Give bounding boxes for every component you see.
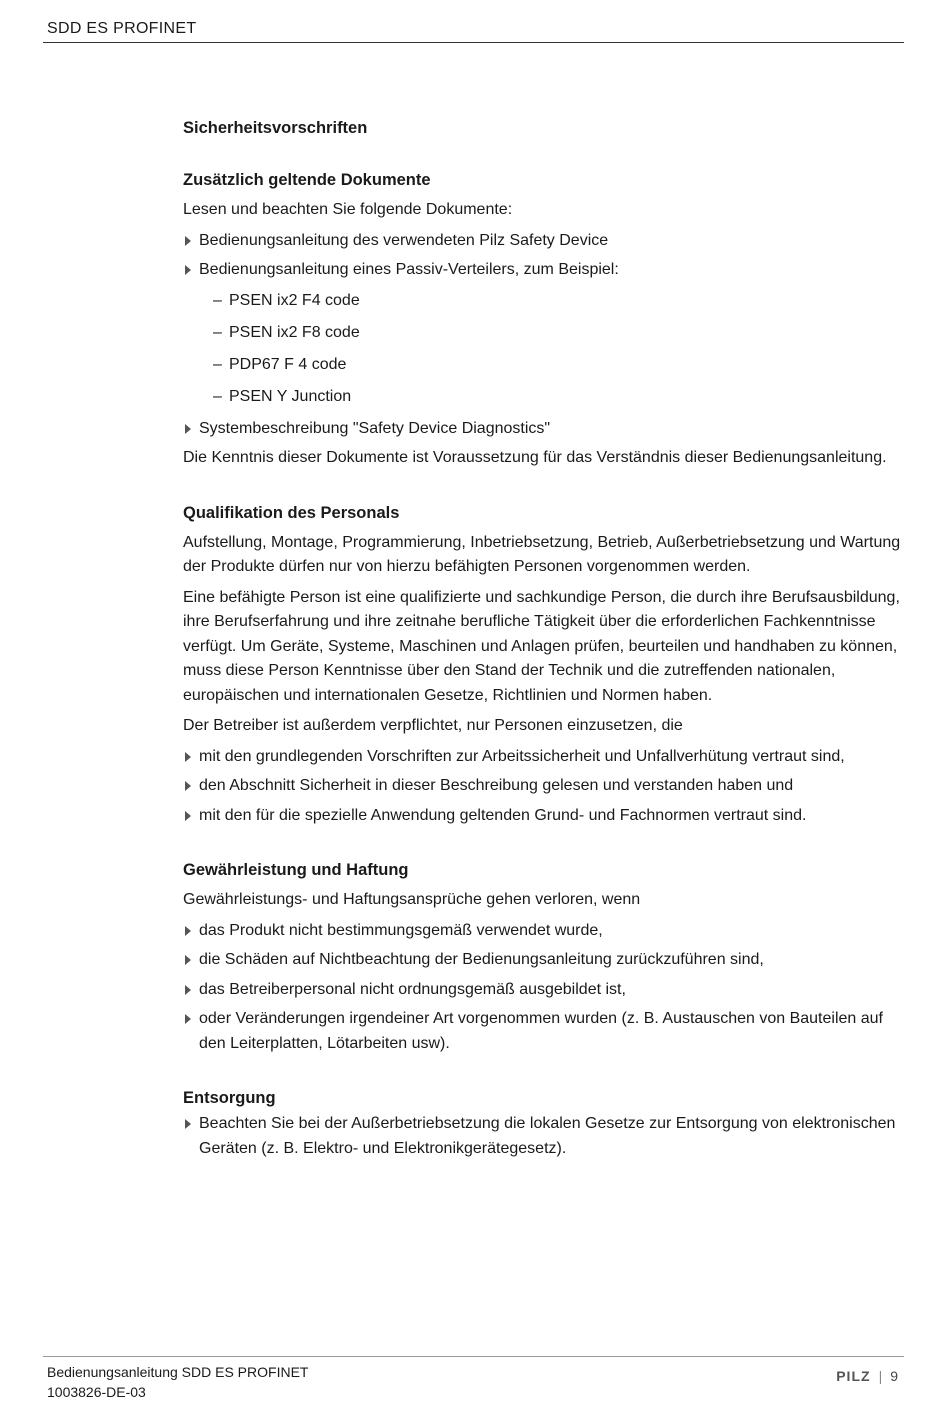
dash-marker: –: [213, 291, 222, 309]
section-heading-documents: Zusätzlich geltende Dokumente: [183, 171, 431, 189]
documents-closing: Die Kenntnis dieser Dokumente ist Voraussetzung für das Verständnis dieser Bedienungsanleitung.: [183, 449, 887, 466]
list-item-text: Beachten Sie bei der Außerbetriebsetzung die lokalen Gesetze zur Entsorgung von elektronischen Geräten (z. B. Elektro- und Elektronikgerätegesetz).: [199, 1115, 896, 1157]
list-item-text: Bedienungsanleitung des verwendeten Pilz Safety Device: [199, 231, 609, 249]
section-heading-qualification: Qualifikation des Personals: [183, 503, 400, 522]
list-item: [183, 774, 903, 799]
bullet-arrow-icon: [185, 752, 191, 762]
sub-list-item: [183, 385, 903, 410]
sub-list-item: [183, 289, 903, 314]
sub-list-item: [183, 321, 903, 346]
documents-intro: Lesen und beachten Sie folgende Dokumente:: [183, 201, 513, 218]
list-item-text: Bedienungsanleitung eines Passiv-Verteilers, zum Beispiel:: [199, 261, 619, 278]
dash-marker: –: [213, 323, 222, 341]
bullet-arrow-icon: [185, 1119, 191, 1129]
bullet-arrow-icon: [185, 781, 191, 791]
list-item: [183, 1007, 903, 1056]
bullet-arrow-icon: [185, 424, 191, 434]
sub-list-item-text: PSEN ix2 F4 code: [229, 291, 360, 309]
sub-list-item-text: PSEN Y Junction: [229, 387, 352, 405]
bullet-arrow-icon: [185, 985, 191, 995]
list-item-text: mit den für die spezielle Anwendung geltenden Grund- und Fachnormen vertraut sind.: [199, 806, 807, 824]
list-item: [183, 1112, 903, 1161]
qualification-paragraph-3: Der Betreiber ist außerdem verpflichtet, nur Personen einzusetzen, die: [183, 717, 683, 734]
list-item-text: die Schäden auf Nichtbeachtung der Bedienungsanleitung zurückzuführen sind,: [199, 951, 764, 968]
warranty-intro: Gewährleistungs- und Haftungsansprüche gehen verloren, wenn: [183, 891, 641, 908]
sub-list-item-text: PSEN ix2 F8 code: [229, 323, 360, 341]
list-item-text: das Produkt nicht bestimmungsgemäß verwendet wurde,: [199, 921, 603, 939]
list-item: [183, 948, 903, 973]
footer-page-info: [836, 1368, 898, 1384]
list-item-text: den Abschnitt Sicherheit in dieser Beschreibung gelesen und verstanden haben und: [199, 777, 794, 794]
footer-separator: |: [878, 1368, 883, 1384]
list-item: [183, 229, 903, 254]
bullet-arrow-icon: [185, 926, 191, 936]
section-heading-warranty: Gewährleistung und Haftung: [183, 861, 409, 879]
main-content: [183, 116, 903, 1166]
dash-marker: –: [213, 355, 222, 373]
bullet-arrow-icon: [185, 811, 191, 821]
documents-list: [183, 229, 903, 442]
sub-list-item-text: PDP67 F 4 code: [229, 355, 347, 373]
qualification-paragraph-2: Eine befähigte Person ist eine qualifizierte und sachkundige Person, die durch ihre Berufsausbildung, ihre Berufserfahrung und ihre zeitnahe berufliche Tätigkeit über die erforderlichen Fachkenntnisse verfügt. Um Geräte, Systeme, Maschinen und Anlagen prüfen, beurteilen und handhaben zu können, muss diese Person Kenntnisse über den Stand der Technik und die zutreffenden nationalen, europäischen und internationalen Gesetze, Richtlinien und Normen haben.: [183, 588, 900, 704]
list-item: [183, 804, 903, 829]
list-item-text: Systembeschreibung "Safety Device Diagnostics": [199, 419, 551, 437]
footer-doc-number: 1003826-DE-03: [47, 1384, 146, 1400]
bullet-arrow-icon: [185, 1014, 191, 1024]
list-item: [183, 745, 903, 770]
header-divider: [43, 42, 904, 43]
footer-divider: [43, 1356, 904, 1357]
disposal-list: [183, 1112, 903, 1161]
qualification-list: [183, 745, 903, 829]
page-header-title: SDD ES PROFINET: [47, 20, 197, 37]
sub-list-item: [183, 353, 903, 378]
list-item-text: oder Veränderungen irgendeiner Art vorgenommen wurden (z. B. Austauschen von Bauteilen auf den Leiterplatten, Lötarbeiten usw).: [199, 1010, 883, 1052]
list-item: [183, 919, 903, 944]
list-item: [183, 258, 903, 409]
footer-doc-title: Bedienungsanleitung SDD ES PROFINET: [47, 1364, 309, 1380]
dash-marker: –: [213, 387, 222, 405]
list-item: [183, 978, 903, 1003]
footer-document-info: [47, 1362, 308, 1402]
page-title: Sicherheitsvorschriften: [183, 119, 368, 137]
list-item: [183, 417, 903, 442]
list-item-text: mit den grundlegenden Vorschriften zur Arbeitssicherheit und Unfallverhütung vertraut sind,: [199, 747, 845, 765]
warranty-list: [183, 919, 903, 1057]
pilz-logo: PILZ: [836, 1368, 871, 1384]
bullet-arrow-icon: [185, 236, 191, 246]
list-item-text: das Betreiberpersonal nicht ordnungsgemäß ausgebildet ist,: [199, 980, 626, 998]
qualification-paragraph-1: Aufstellung, Montage, Programmierung, Inbetriebsetzung, Betrieb, Außerbetriebsetzung und Wartung der Produkte dürfen nur von hierzu befähigten Personen vorgenommen werden.: [183, 533, 901, 575]
bullet-arrow-icon: [185, 265, 191, 275]
section-heading-disposal: Entsorgung: [183, 1089, 276, 1107]
page-number: 9: [890, 1368, 898, 1384]
bullet-arrow-icon: [185, 955, 191, 965]
sub-list: [183, 289, 903, 410]
